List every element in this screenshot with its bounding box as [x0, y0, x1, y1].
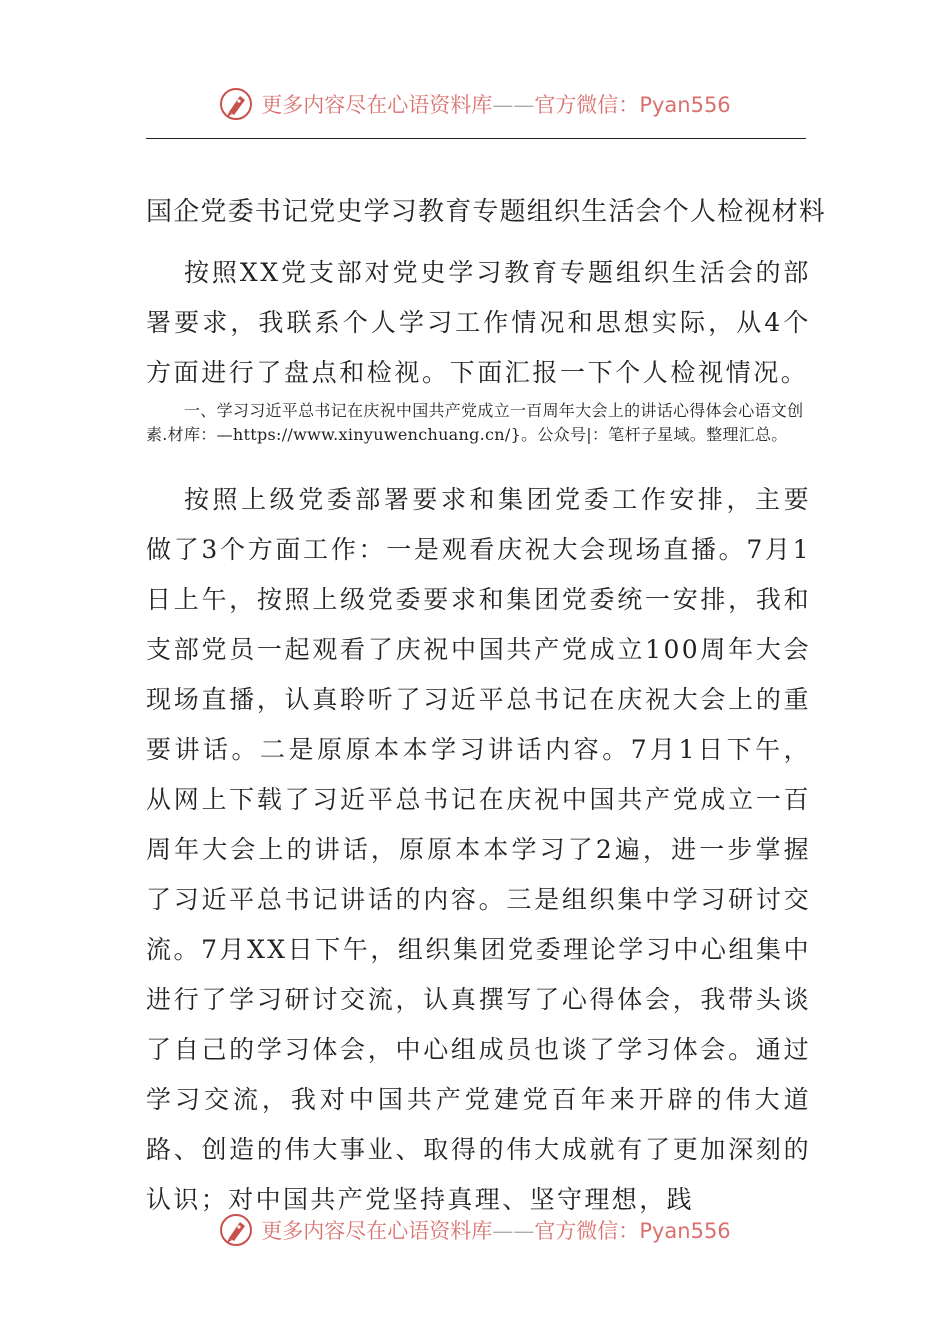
- header-slogan: [261, 89, 730, 119]
- header-slogan-text: 更多内容尽在心语资料库: [261, 93, 493, 117]
- footer-slogan-text: 更多内容尽在心语资料库: [261, 1219, 493, 1243]
- footer-contact-label: 官方微信：: [534, 1219, 640, 1243]
- header-banner: [0, 84, 950, 124]
- footer-contact-value: Pyan556: [639, 1219, 731, 1243]
- header-contact-value: Pyan556: [639, 93, 731, 117]
- document-title: 国企党委书记党史学习教育专题组织生活会个人检视材料: [146, 197, 827, 227]
- header-separator: ——: [492, 93, 535, 117]
- footer-separator: ——: [492, 1219, 535, 1243]
- footer-slogan: [261, 1215, 730, 1245]
- footer-banner: [0, 1210, 950, 1250]
- header-contact-label: 官方微信：: [534, 93, 640, 117]
- header-divider: [146, 138, 806, 139]
- intro-paragraph: 按照XX党支部对党史学习教育专题组织生活会的部署要求，我联系个人学习工作情况和思想实际，从4个方面进行了盘点和检视。下面汇报一下个人检视情况。: [146, 258, 811, 387]
- pen-nib-logo-icon: [219, 1213, 253, 1247]
- pen-nib-logo-icon: [219, 87, 253, 121]
- section-heading: 一、学习习近平总书记在庆祝中国共产党成立一百周年大会上的讲话心得体会心语文创素.材库：—https://www.xinyuwenchuang.cn/}。公众号|：笔杆子星域。整理汇总。: [146, 401, 804, 444]
- body-paragraph: 按照上级党委部署要求和集团党委工作安排，主要做了3个方面工作：一是观看庆祝大会现场直播。7月1日上午，按照上级党委要求和集团党委统一安排，我和支部党员一起观看了庆祝中国共产党成立100周年大会现场直播，认真聆听了习近平总书记在庆祝大会上的重要讲话。二是原原本本学习讲话内容。7月1日下午，从网上下载了习近平总书记在庆祝中国共产党成立一百周年大会上的讲话，原原本本学习了2遍，进一步掌握了习近平总书记讲话的内容。三是组织集中学习研讨交流。7月XX日下午，组织集团党委理论学习中心组集中进行了学习研讨交流，认真撰写了心得体会，我带头谈了自己的学习体会，中心组成员也谈了学习体会。通过学习交流，我对中国共产党建党百年来开辟的伟大道路、创造的伟大事业、取得的伟大成就有了更加深刻的认识；对中国共产党坚持真理、坚守理想，践: [146, 485, 811, 1214]
